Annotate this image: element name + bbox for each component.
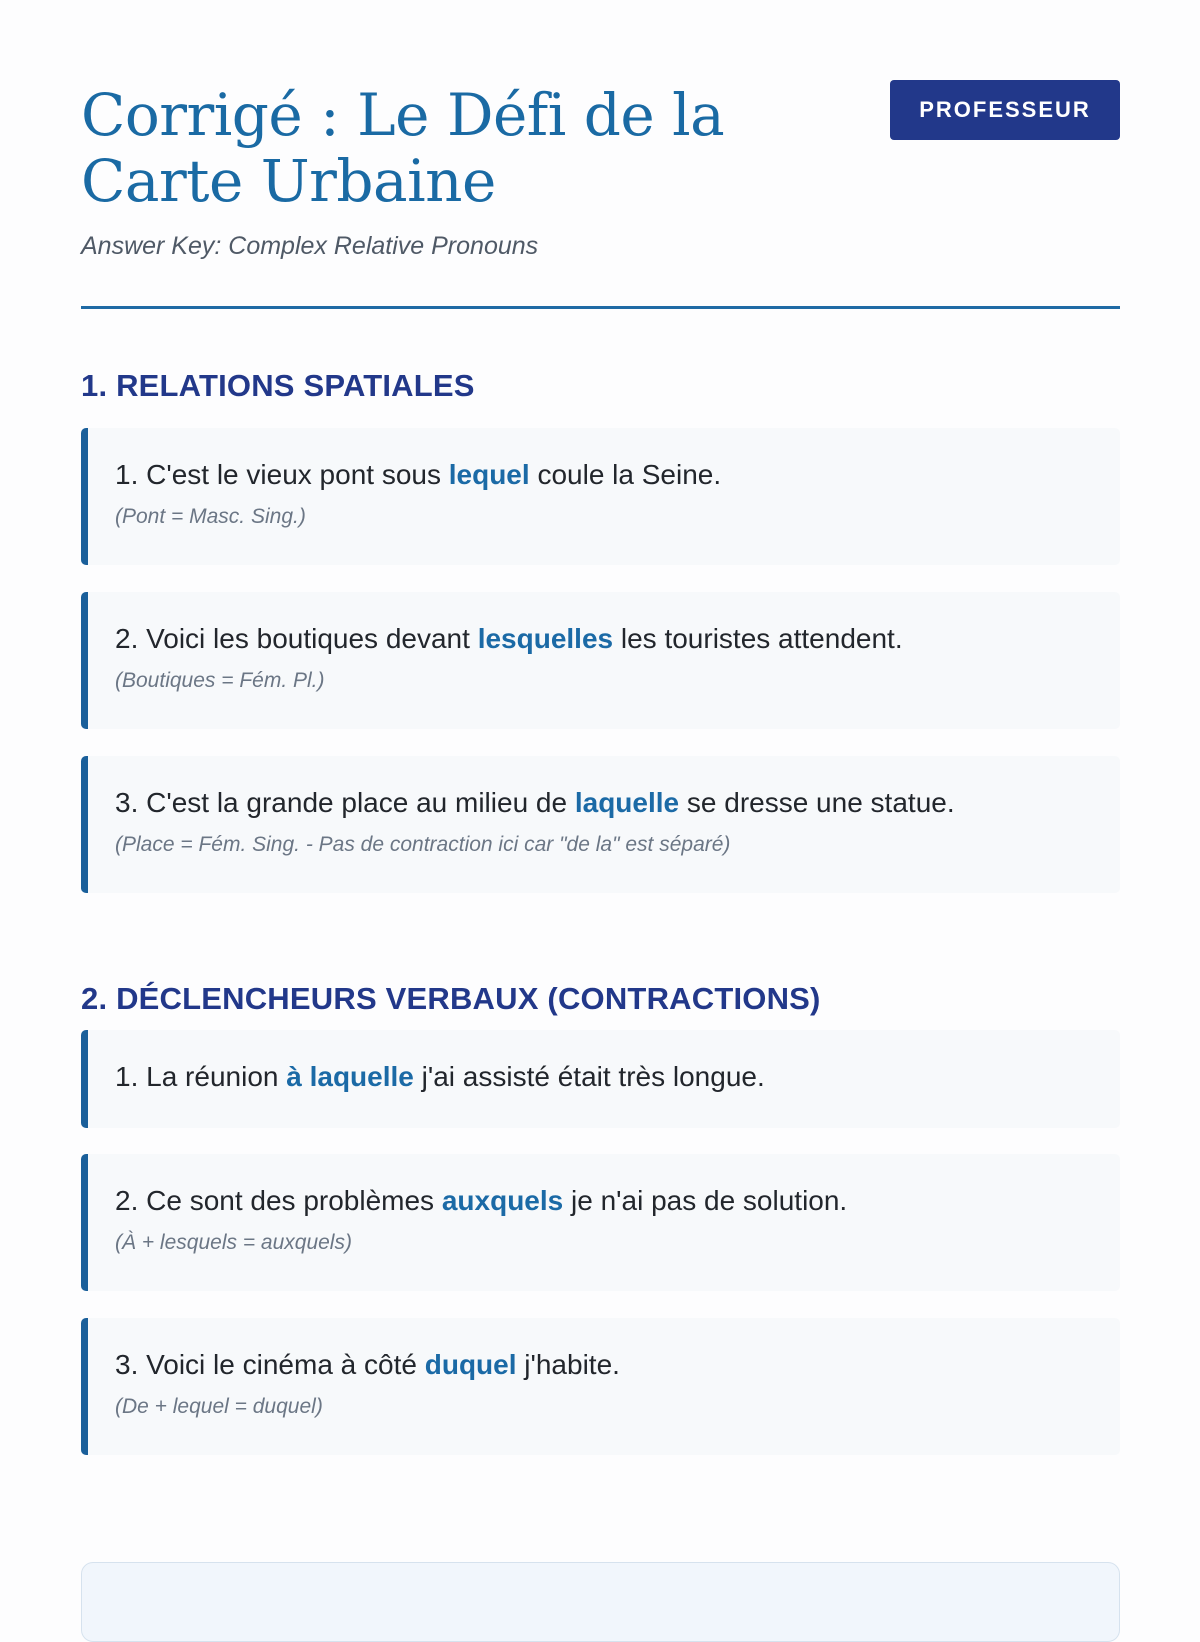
grammar-note: (Place = Fém. Sing. - Pas de contraction ici car "de la" est séparé) xyxy=(115,833,731,856)
grammar-note: (Boutiques = Fém. Pl.) xyxy=(115,669,325,692)
sentence-start: 3. C'est la grande place au milieu de xyxy=(115,787,575,818)
sentence-end: se dresse une statue. xyxy=(679,787,955,818)
answer-sentence xyxy=(115,1185,1120,1217)
answer-sentence xyxy=(115,787,1120,819)
answer-card xyxy=(81,1154,1120,1291)
role-badge: PROFESSEUR xyxy=(890,80,1120,140)
sentence-end: les touristes attendent. xyxy=(613,623,903,654)
sentence-start: 3. Voici le cinéma à côté xyxy=(115,1349,425,1380)
sentence-end: j'ai assisté était très longue. xyxy=(413,1061,765,1092)
answer-card xyxy=(81,1030,1120,1128)
answer-key-page xyxy=(81,0,1120,1418)
grammar-note: (Pont = Masc. Sing.) xyxy=(115,505,306,528)
page-subtitle: Answer Key: Complex Relative Pronouns xyxy=(81,232,539,260)
sentence-end: coule la Seine. xyxy=(529,459,722,490)
page-header xyxy=(81,0,1120,310)
answer-sentence xyxy=(115,459,1120,491)
answer-pronoun: auxquels xyxy=(441,1185,564,1216)
grammar-note: (À + lesquels = auxquels) xyxy=(115,1231,352,1254)
grammar-note: (De + lequel = duquel) xyxy=(115,1395,323,1418)
answer-pronoun: à laquelle xyxy=(286,1061,414,1092)
sentence-start: 2. Voici les boutiques devant xyxy=(115,623,478,654)
answer-sentence xyxy=(115,1349,1120,1381)
sentence-start: 1. C'est le vieux pont sous xyxy=(115,459,449,490)
sentence-start: 1. La réunion xyxy=(115,1061,287,1092)
answer-card xyxy=(81,592,1120,729)
answer-pronoun: duquel xyxy=(424,1349,517,1380)
answer-pronoun: lesquelles xyxy=(477,623,614,654)
answer-sentence xyxy=(115,623,1120,655)
section-title-verbal-triggers: 2. DÉCLENCHEURS VERBAUX (CONTRACTIONS) xyxy=(81,981,821,1016)
answer-card xyxy=(81,756,1120,893)
answer-pronoun: lequel xyxy=(448,459,530,490)
answer-card xyxy=(81,1318,1120,1455)
sentence-end: je n'ai pas de solution. xyxy=(563,1185,848,1216)
answer-card xyxy=(81,428,1120,565)
footer-info-box xyxy=(81,1562,1120,1642)
section-title-spatial-relations: 1. RELATIONS SPATIALES xyxy=(81,368,475,403)
header-divider xyxy=(81,306,1120,309)
page-title: Corrigé : Le Défi de la Carte Urbaine xyxy=(81,81,725,215)
sentence-end: j'habite. xyxy=(516,1349,620,1380)
answer-pronoun: laquelle xyxy=(574,787,680,818)
sentence-start: 2. Ce sont des problèmes xyxy=(115,1185,442,1216)
answer-sentence xyxy=(115,1061,1120,1093)
